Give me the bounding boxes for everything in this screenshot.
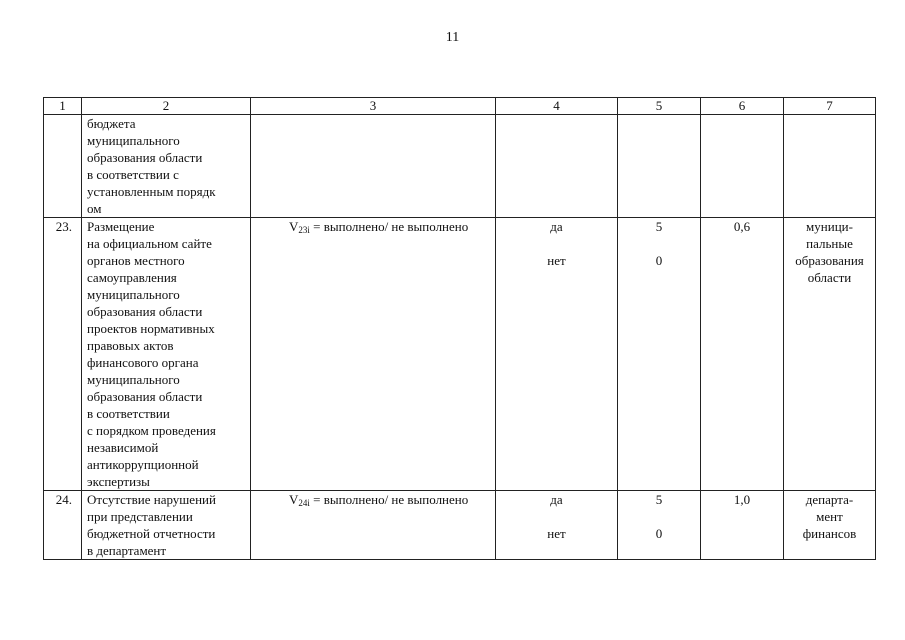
text-line: образования области: [87, 150, 203, 165]
text-line: проектов нормативных: [87, 321, 215, 336]
header-col-1: 1: [44, 98, 82, 115]
cell-num: [44, 115, 82, 218]
text-line: установленным порядк: [87, 184, 216, 199]
text-line: бюджета: [87, 116, 136, 131]
formula-variable: V: [289, 492, 299, 507]
text-line: образования: [795, 253, 864, 268]
formula-subscript: 24i: [298, 498, 310, 508]
value-no: нет: [547, 253, 566, 268]
score-no: 0: [655, 526, 663, 541]
value-no: нет: [547, 526, 566, 541]
formula-text: = выполнено/ не выполнено: [309, 492, 469, 507]
text-line: в департамент: [87, 543, 167, 558]
header-col-5: 5: [618, 98, 701, 115]
text-line: в соответствии: [87, 406, 170, 421]
text-line: департа-: [805, 492, 854, 507]
table-row-continuation: [44, 115, 876, 218]
text-line: муниципального: [87, 372, 180, 387]
text-line: при представлении: [87, 509, 193, 524]
text-line: Отсутствие нарушений: [87, 492, 216, 507]
formula-subscript: 23i: [298, 225, 310, 235]
formula-variable: V: [289, 219, 299, 234]
cell-weight: 1,0: [701, 491, 784, 560]
text-line: Размещение: [87, 219, 155, 234]
text-line: органов местного: [87, 253, 185, 268]
table-row-23: [44, 218, 876, 491]
text-line: финансового органа: [87, 355, 199, 370]
cell-score: [618, 491, 701, 560]
text-line: образования области: [87, 389, 203, 404]
text-line: самоуправления: [87, 270, 177, 285]
formula-text: = выполнено/ не выполнено: [309, 219, 469, 234]
cell-value: [496, 218, 618, 491]
header-col-6: 6: [701, 98, 784, 115]
header-col-7: 7: [784, 98, 876, 115]
text-line: мент: [816, 509, 843, 524]
header-col-3: 3: [251, 98, 496, 115]
table-row-24: [44, 491, 876, 560]
score-yes: 5: [655, 492, 663, 507]
cell-weight: [701, 115, 784, 218]
text-line: муниципального: [87, 133, 180, 148]
cell-responsible: [784, 218, 876, 491]
cell-score: [618, 115, 701, 218]
text-line: антикоррупционной: [87, 457, 199, 472]
text-line: ом: [87, 201, 102, 216]
row-number: 23.: [44, 218, 82, 491]
text-line: финансов: [802, 526, 857, 541]
cell-value: [496, 115, 618, 218]
cell-formula: [251, 218, 496, 491]
score-no: 0: [655, 253, 663, 268]
row-number: 24.: [44, 491, 82, 560]
header-col-4: 4: [496, 98, 618, 115]
header-col-2: 2: [82, 98, 251, 115]
cell-name: [82, 115, 251, 218]
text-line: муниципального: [87, 287, 180, 302]
cell-weight: 0,6: [701, 218, 784, 491]
cell-value: [496, 491, 618, 560]
value-yes: да: [550, 219, 563, 234]
text-line: бюджетной отчетности: [87, 526, 216, 541]
text-line: муници-: [806, 219, 853, 234]
cell-responsible: [784, 115, 876, 218]
criteria-table: [43, 97, 876, 560]
page-number: 11: [445, 30, 460, 45]
text-line: области: [807, 270, 852, 285]
text-line: с порядком проведения: [87, 423, 216, 438]
cell-responsible: [784, 491, 876, 560]
cell-formula: [251, 491, 496, 560]
text-line: правовых актов: [87, 338, 174, 353]
cell-name: [82, 218, 251, 491]
text-line: экспертизы: [87, 474, 150, 489]
cell-name: [82, 491, 251, 560]
table-header-row: [44, 98, 876, 115]
cell-score: [618, 218, 701, 491]
text-line: в соответствии с: [87, 167, 179, 182]
text-line: независимой: [87, 440, 159, 455]
value-yes: да: [550, 492, 563, 507]
text-line: на официальном сайте: [87, 236, 212, 251]
text-line: образования области: [87, 304, 203, 319]
cell-formula: [251, 115, 496, 218]
score-yes: 5: [655, 219, 663, 234]
text-line: пальные: [806, 236, 853, 251]
